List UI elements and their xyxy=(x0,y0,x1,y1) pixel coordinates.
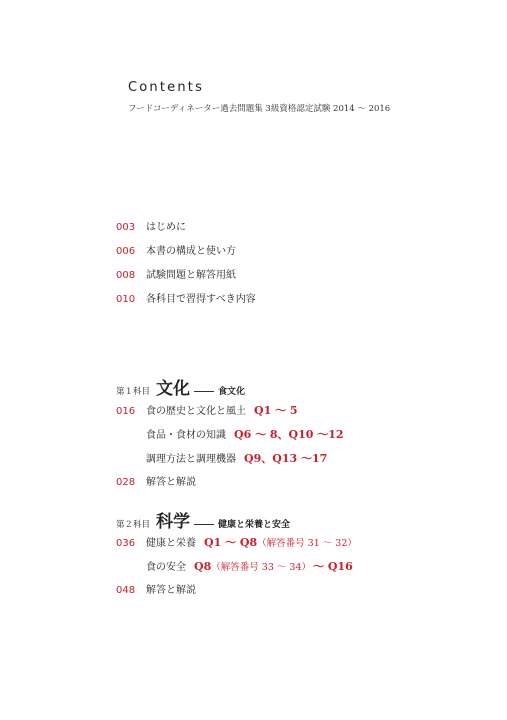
section-prefix: 第２科目 xyxy=(116,520,151,530)
question-range-end: ～ Q16 xyxy=(313,560,353,573)
toc-entry[interactable] xyxy=(116,584,196,598)
entry-label: 健康と栄養 xyxy=(146,538,196,549)
entry-label: 食の歴史と文化と風土 xyxy=(146,406,246,417)
dash-divider xyxy=(194,524,214,525)
page-number: 048 xyxy=(116,585,136,596)
toc-entry[interactable] xyxy=(146,560,353,575)
question-range: Q1 ～ Q8 xyxy=(204,536,258,549)
question-range: Q6 ～ 8、Q10 ～12 xyxy=(234,428,344,441)
question-range: Q8 xyxy=(194,560,212,573)
toc-entry[interactable] xyxy=(146,428,344,443)
entry-label: はじめに xyxy=(146,222,186,233)
toc-entry[interactable] xyxy=(116,536,357,551)
entry-label: 食品・食材の知識 xyxy=(146,430,226,441)
page-number: 006 xyxy=(116,246,136,257)
section-heading xyxy=(116,507,290,532)
section-prefix: 第１科目 xyxy=(116,387,151,397)
toc-entry[interactable] xyxy=(116,269,236,283)
dash-divider xyxy=(194,391,214,392)
page-number: 036 xyxy=(116,538,136,549)
entry-label: 食の安全 xyxy=(146,562,186,573)
page-number: 008 xyxy=(116,270,136,281)
entry-label: 各科目で習得すべき内容 xyxy=(146,294,256,305)
section-heading xyxy=(116,374,245,399)
entry-label: 解答と解説 xyxy=(146,585,196,596)
entry-label: 試験問題と解答用紙 xyxy=(146,270,236,281)
toc-entry[interactable] xyxy=(116,245,236,259)
entry-label: 調理方法と調理機器 xyxy=(146,454,236,465)
answer-number-note: （解答番号 33 ～ 34） xyxy=(211,562,311,573)
question-range: Q9、Q13 ～17 xyxy=(244,452,328,465)
entry-label: 解答と解説 xyxy=(146,477,196,488)
page-number: 016 xyxy=(116,406,136,417)
book-subtitle: フードコーディネーター過去問題集 3級資格認定試験 2014 ～ 2016 xyxy=(128,104,391,114)
toc-entry[interactable] xyxy=(116,404,298,419)
contents-title: Contents xyxy=(128,80,205,95)
toc-entry[interactable] xyxy=(116,476,196,490)
entry-label: 本書の構成と使い方 xyxy=(146,246,236,257)
toc-entry[interactable] xyxy=(116,293,256,307)
question-range: Q1 ～ 5 xyxy=(254,404,298,417)
answer-number-note: （解答番号 31 ～ 32） xyxy=(257,538,357,549)
toc-entry[interactable] xyxy=(146,452,327,467)
section-name: 文化 xyxy=(156,379,191,399)
page-number: 028 xyxy=(116,477,136,488)
section-title: 食文化 xyxy=(218,387,246,397)
page-number: 003 xyxy=(116,222,136,233)
page-number: 010 xyxy=(116,294,136,305)
toc-entry[interactable] xyxy=(116,221,186,235)
section-title: 健康と栄養と安全 xyxy=(218,520,291,530)
section-name: 科学 xyxy=(156,512,191,532)
